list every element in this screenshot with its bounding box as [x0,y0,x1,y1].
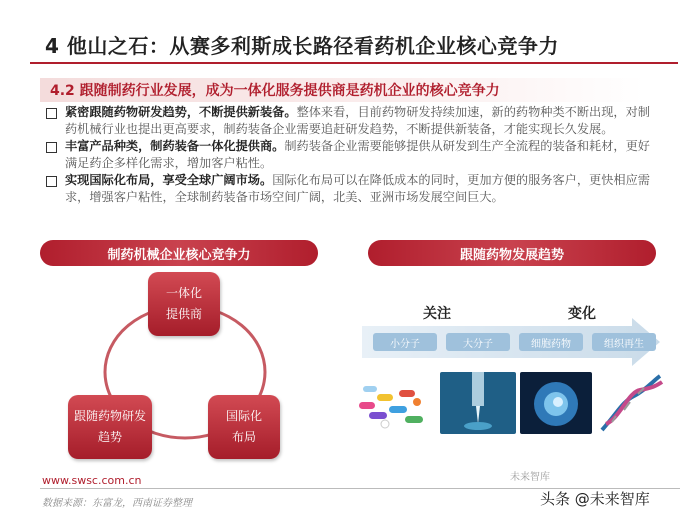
step-small-molecule: 小分子 [373,333,437,351]
bullet-item [46,172,656,205]
change-label: 变化 [568,306,596,322]
step-cell-therapy: 细胞药物 [519,333,583,351]
bullet-text: 紧密跟随药物研发趋势，不断提供新装备。整体来看，目前药物研发持续加速，新的药物种类不断出现，对制药机械行业也提出更高要求，制药装备企业需要追赶研发趋势，不断提供新装备，才能实现长久发展。 [65,105,650,136]
core-competence-header: 制药机械企业核心竞争力 [40,240,318,266]
bullet-item [46,138,656,171]
brand-logo: 未来智库 [510,472,550,483]
footer-url[interactable]: www.swsc.com.cn [42,474,142,487]
title-divider [30,62,678,64]
page-title: 4 他山之石：从赛多利斯成长路径看药机企业核心竞争力 [45,34,559,58]
checkbox-icon [46,176,57,187]
node-integrated-provider: 一体化 提供商 [148,272,220,336]
step-large-molecule: 大分子 [446,333,510,351]
pills-image [355,372,431,434]
checkbox-icon [46,142,57,153]
syringe-image [440,372,516,434]
section-subtitle: 4.2 跟随制药行业发展，成为一体化服务提供商是药机企业的核心竞争力 [50,83,500,99]
bullet-text: 丰富产品种类，制药装备一体化提供商。制药装备企业需要能够提供从研发到生产全流程的装备和耗材，更好满足药企多样化需求，增加客户粘性。 [65,139,650,170]
focus-label: 关注 [423,306,451,322]
watermark: 头条 @未来智库 [540,490,650,508]
bullet-item [46,104,656,137]
node-follow-rd-trend: 跟随药物研发 趋势 [68,395,152,459]
step-tissue-regeneration: 组织再生 [592,333,656,351]
footer-source: 数据来源：东富龙，西南证券整理 [42,498,192,509]
cell-image [520,372,592,434]
node-international-layout: 国际化 布局 [208,395,280,459]
bullet-text: 实现国际化布局，享受全球广阔市场。国际化布局可以在降低成本的同时，更加方便的服务客户，更快相应需求，增强客户粘性，全球制药装备市场空间广阔，北美、亚洲市场发展空间巨大。 [65,173,650,204]
bullet-list [46,104,656,207]
drug-trend-header: 跟随药物发展趋势 [368,240,656,266]
checkbox-icon [46,108,57,119]
dna-image [598,372,664,434]
